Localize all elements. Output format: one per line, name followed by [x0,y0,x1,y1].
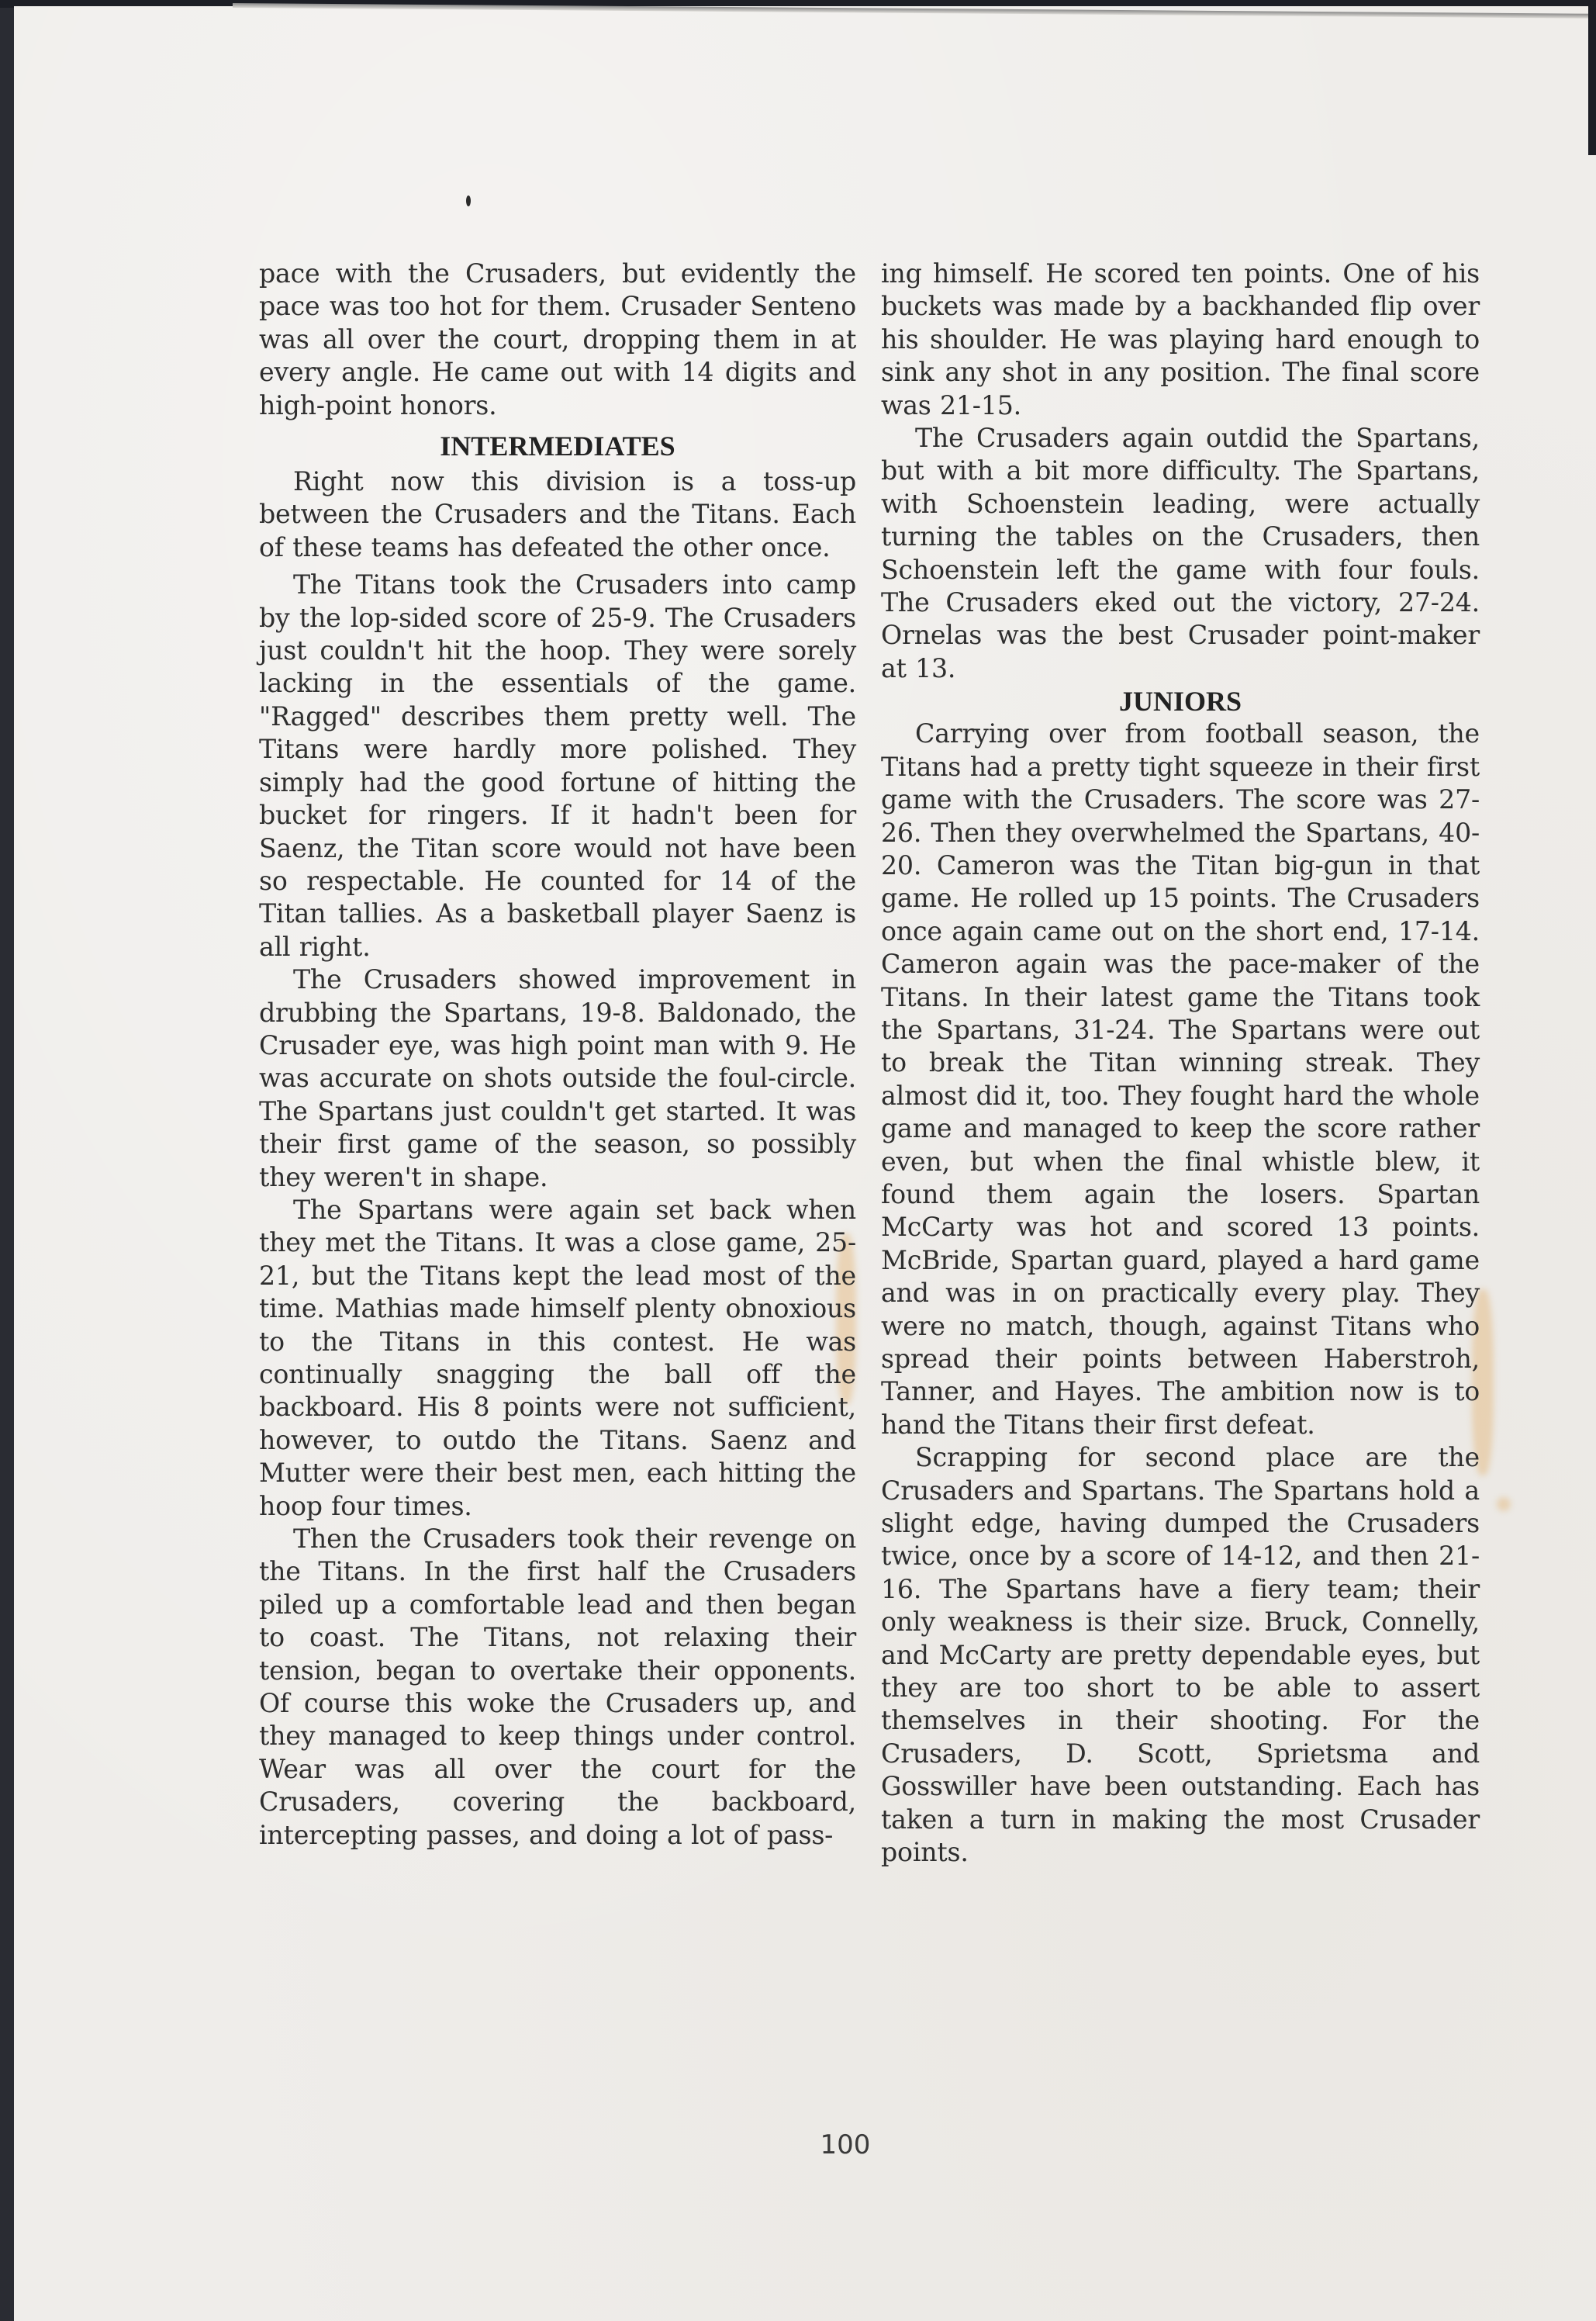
ink-speck [466,195,471,206]
paragraph: Right now this division is a toss-up between the Crusaders and the Titans. Each of these teams has defeated the other once. [259,466,856,562]
page-number: 100 [820,2129,871,2160]
section-heading-intermediates: INTERMEDIATES [440,431,675,462]
intro-paragraph: pace with the Crusaders, but evidently the pace was too hot for them. Crusader Senteno was all over the court, dropping them in at every angle. He came out with 14 digits and high-point honors. [259,258,856,420]
paragraph: The Crusaders showed improvement in drubbing the Spartans, 19-8. Baldonado, the Crusader eye, was high point man with 9. He was accurate on shots outside the foul-circle. The Spartans just couldn't get started. It was their first game of the season, so possibly they weren't in shape. [259,964,856,1192]
continuation-paragraph: ing himself. He scored ten points. One of his buckets was made by a backhanded flip over his shoulder. He was playing hard enough to sink any shot in any position. The final score was 21-15. [881,258,1480,420]
paragraph: Then the Crusaders took their revenge on the Titans. In the first half the Crusaders piled up a comfortable lead and then began to coast. The Titans, not relaxing their tension, began to overtake their opponents. Of course this woke the Crusaders up, and they managed to keep things under control. Wear was all over the court for the Crusaders, covering the backboard, intercepting passes, and doing a lot of pass- [259,1524,856,1850]
paragraph: Carrying over from football season, the Titans had a pretty tight squeeze in their first game with the Crusaders. The score was 27-26. Then they overwhelmed the Spartans, 40-20. Cameron was the Titan big-gun in that game. He rolled up 15 points. The Crusaders once again came out on the short end, 17-14. Cameron again was the pace-maker of the Titans. In their latest game the Titans took the Spartans, 31-24. The Spartans were out to break the Titan winning streak. They almost did it, too. They fought hard the whole game and managed to keep the score rather even, but when the final whistle blew, it found them again the losers. Spartan McCarty was hot and scored 13 points. McBride, Spartan guard, played a hard game and was in on practically every play. They were no match, though, against Titans who spread their points between Haberstroh, Tanner, and Hayes. The ambition now is to hand the Titans their first defeat. [881,718,1480,1440]
left-column [259,258,856,1852]
paragraph: The Titans took the Crusaders into camp by the lop-sided score of 25-9. The Crusaders just couldn't hit the hoop. They were sorely lacking in the essentials of the game. "Ragged" describes them pretty well. The Titans were hardly more polished. They simply had the good fortune of hitting the bucket for ringers. If it hadn't been for Saenz, the Titan score would not have been so respectable. He counted for 14 of the Titan tallies. As a basketball player Saenz is all right. [259,569,856,962]
paragraph: The Crusaders again outdid the Spartans, but with a bit more difficulty. The Spartans, with Schoenstein leading, were actually turning the tables on the Crusaders, then Schoenstein left the game with four fouls. The Crusaders eked out the victory, 27-24. Ornelas was the best Crusader point-maker at 13. [881,423,1480,683]
right-column [881,258,1480,1870]
water-stain [1497,1497,1511,1511]
section-heading-juniors: JUNIORS [1118,686,1242,718]
scanner-right-edge [1588,0,1596,155]
paragraph: The Spartans were again set back when they met the Titans. It was a close game, 25-21, but the Titans kept the lead most of the time. Mathias made himself plenty obnoxious to the Titans in this contest. He was continually snagging the ball off the backboard. His 8 points were not sufficient, however, to outdo the Titans. Saenz and Mutter were their best men, each hitting the hoop four times. [259,1194,856,1521]
paragraph: Scrapping for second place are the Crusaders and Spartans. The Spartans hold a slight edge, having dumped the Crusaders twice, once by a score of 14-12, and then 21-16. The Spartans have a fiery team; their only weakness is their size. Bruck, Connelly, and McCarty are pretty dependable eyes, but they are too short to be able to assert themselves in their shooting. For the Crusaders, D. Scott, Sprietsma and Gosswiller have been outstanding. Each has taken a turn in making the most Crusader points. [881,1442,1480,1868]
